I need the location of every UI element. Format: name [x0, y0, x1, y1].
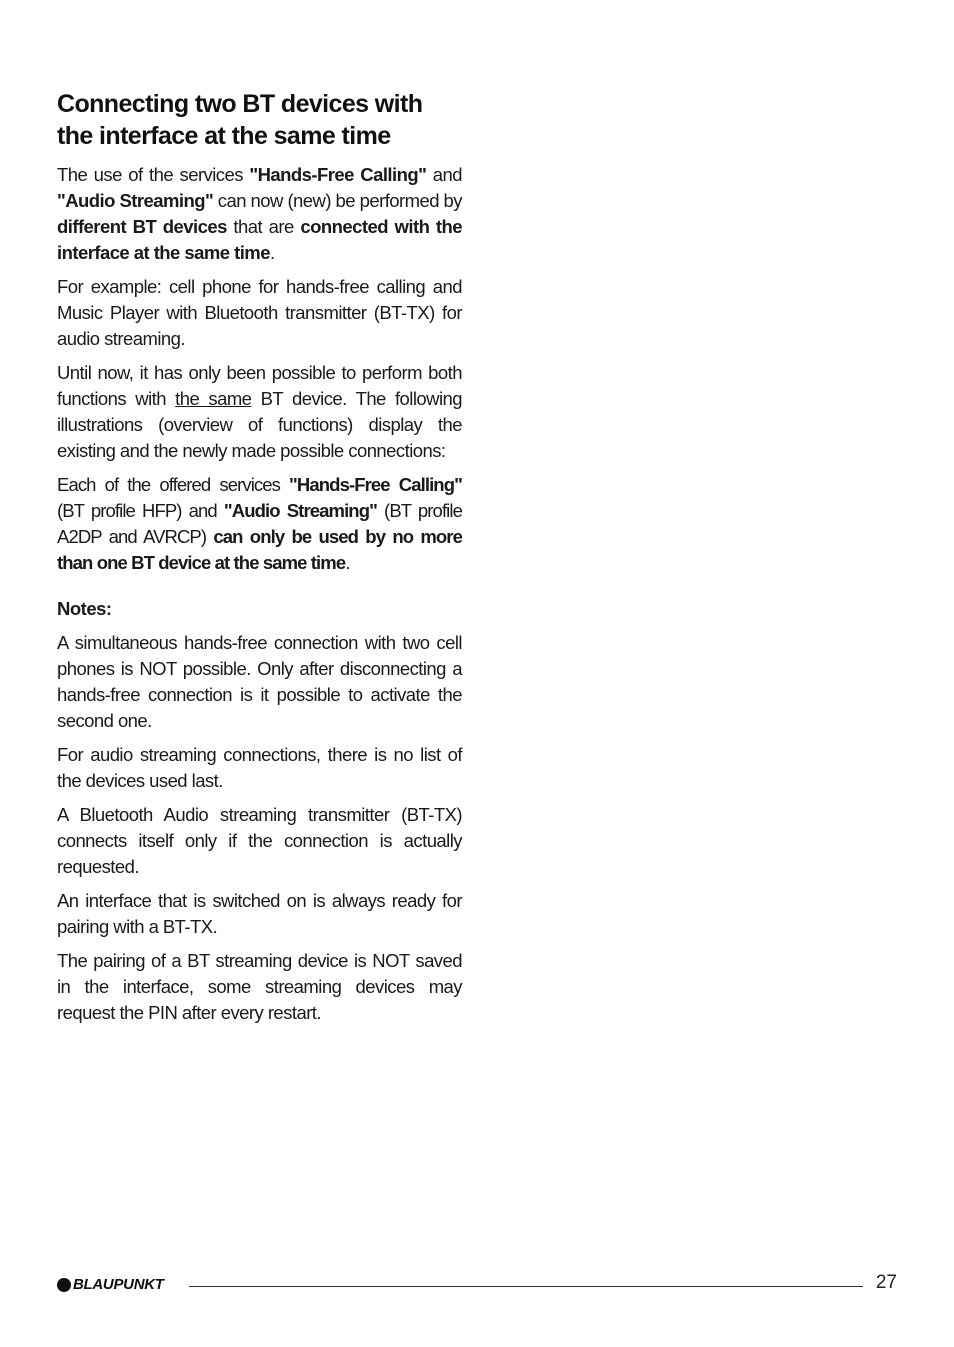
- footer-rule: [189, 1286, 863, 1287]
- main-column: [57, 88, 462, 1034]
- example-paragraph: For example: cell phone for hands-free calling and Music Player with Bluetooth transmitter (BT-TX) for audio streaming.: [57, 276, 462, 349]
- note-item: A Bluetooth Audio streaming transmitter (BT-TX) connects itself only if the connection is actually requested.: [57, 804, 462, 877]
- history-paragraph: Until now, it has only been possible to perform both functions with the same BT device. The following illustrations (overview of functions) display the existing and the newly made possible connections:: [57, 362, 462, 461]
- brand-logo: [57, 1276, 164, 1293]
- brand-dot-icon: [57, 1278, 71, 1292]
- page-footer: [57, 1270, 897, 1300]
- note-item: A simultaneous hands-free connection with two cell phones is NOT possible. Only after disconnecting a hands-free connection is it possible to activate the second one.: [57, 632, 462, 731]
- brand-name: BLAUPUNKT: [73, 1276, 164, 1293]
- page-number: 27: [875, 1272, 897, 1293]
- notes-heading: Notes:: [57, 598, 112, 619]
- page-title: Connecting two BT devices with the interface at the same time: [57, 90, 423, 150]
- note-item: An interface that is switched on is always ready for pairing with a BT-TX.: [57, 890, 462, 937]
- note-item: The pairing of a BT streaming device is NOT saved in the interface, some streaming devices may request the PIN after every restart.: [57, 950, 462, 1023]
- note-item: For audio streaming connections, there is no list of the devices used last.: [57, 744, 462, 791]
- intro-paragraph: The use of the services "Hands-Free Calling" and "Audio Streaming" can now (new) be performed by different BT devices that are connected with the interface at the same time.: [57, 164, 463, 263]
- services-paragraph: Each of the offered services "Hands-Free Calling" (BT profile HFP) and "Audio Streaming" (BT profile A2DP and AVRCP) can only be used by no more than one BT device at the same time.: [57, 474, 462, 573]
